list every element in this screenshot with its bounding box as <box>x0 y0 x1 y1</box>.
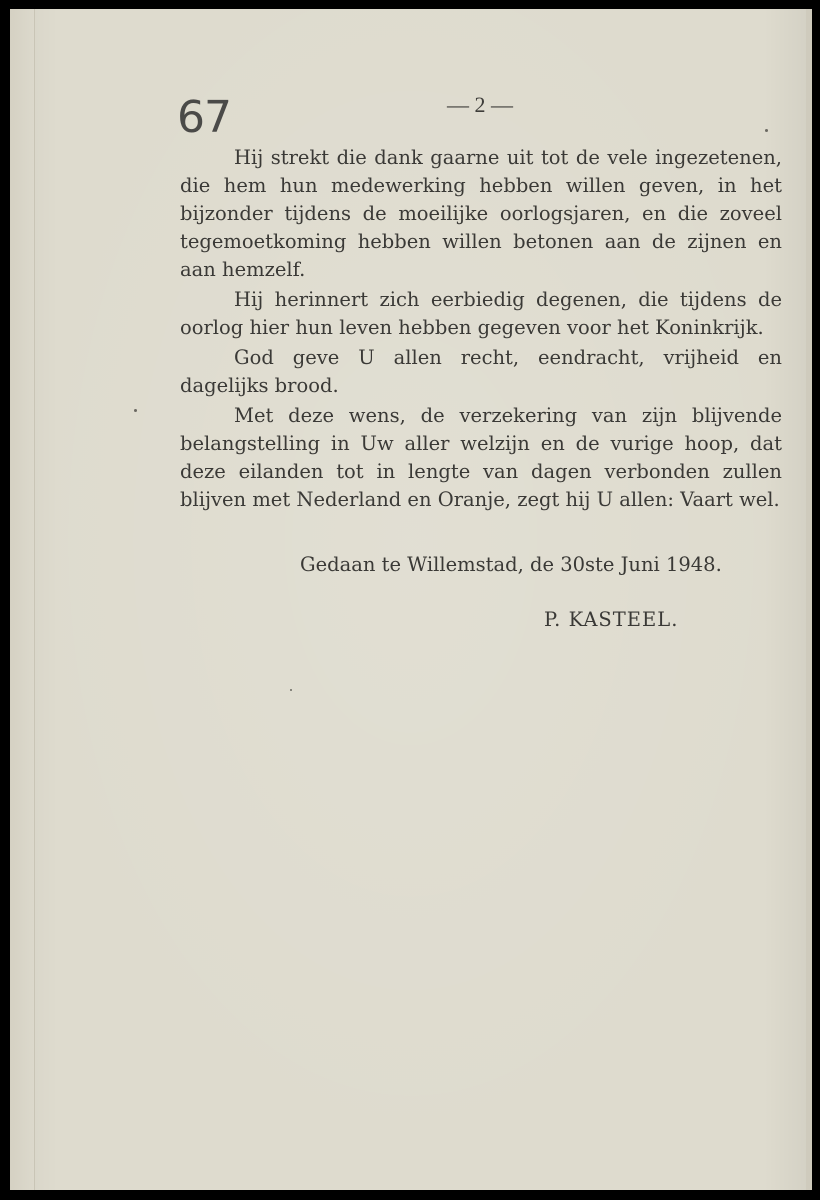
running-head: — 2 — <box>447 92 513 117</box>
signature: P. KASTEEL. <box>544 608 679 631</box>
paper-speck <box>134 409 137 412</box>
paragraph-2: Hij herinnert zich eerbiedig degenen, die tijdens de oorlog hier hun leven hebben gegeven voor het Koninkrijk. <box>180 288 782 339</box>
paragraph-1: Hij strekt die dank gaarne uit tot de vele ingezetenen, die hem hun medewerking hebben willen geven, in het bijzonder tijdens de moeilijke oorlogsjaren, en die zoveel tegemoetkoming hebben willen betonen aan de zijnen en aan hemzelf. <box>180 146 782 281</box>
paper-speck <box>765 129 768 132</box>
paragraph-4: Met deze wens, de verzekering van zijn blijvende belangstelling in Uw aller welzijn en de vurige hoop, dat deze eilanden tot in lengte van dagen verbonden zullen blijven met Nederland en Oranje, zegt hij U allen: Vaart wel. <box>180 404 782 511</box>
page-binding-edge <box>10 9 35 1190</box>
paragraph-3: God geve U allen recht, eendracht, vrijheid en dagelijks brood. <box>180 346 782 397</box>
body-text <box>180 144 782 516</box>
paper-speck <box>290 689 292 691</box>
place-and-date: Gedaan te Willemstad, de 30ste Juni 1948. <box>300 553 722 576</box>
page-number: 67 <box>177 92 231 143</box>
page-right-edge <box>806 9 812 1190</box>
